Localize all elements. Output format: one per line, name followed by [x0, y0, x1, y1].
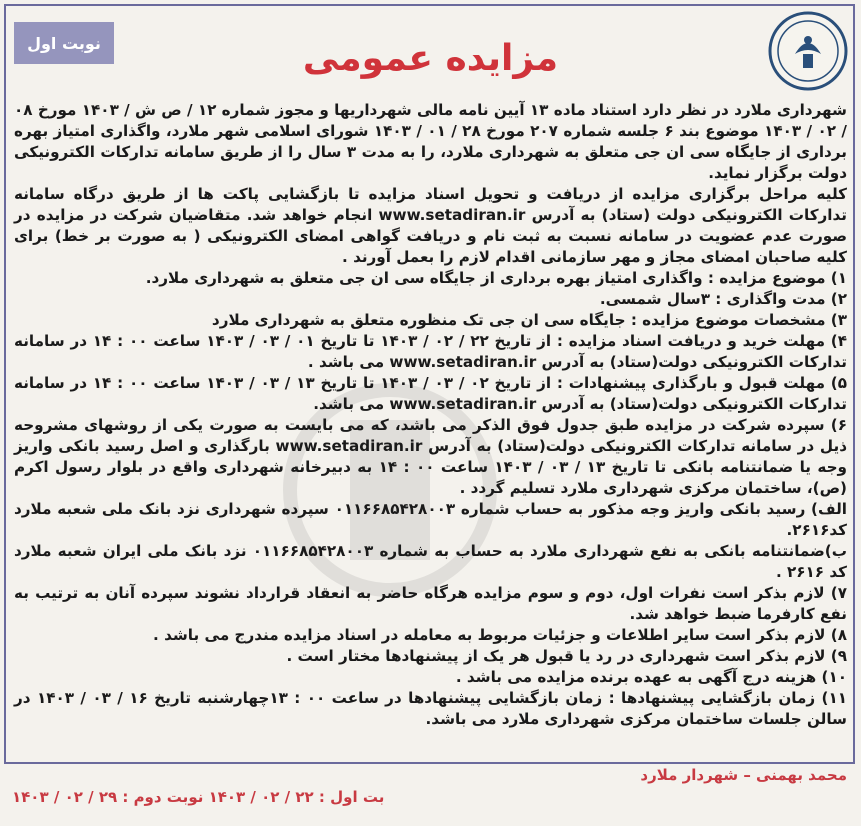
- list-item: ۳) مشخصات موضوع مزایده : جایگاه سی ان جی تک منظوره متعلق به شهرداری ملارد: [211, 311, 847, 329]
- list-item: ۶) سپرده شرکت در مزایده طبق جدول فوق الذکر می باشد، که می بایست به صورت یکی از روشهای مشروحه ذیل در سامانه تدارکات الکترونیکی دولت(ستاد) به آدرس www.setadiran.ir بارگذاری و اصل رسید بانکی واریز وجه یا ضمانتنامه بانکی تا تاریخ ۱۳ / ۰۳ / ۱۴۰۳ ساعت ۰۰ : ۱۴ به دبیرخانه شهرداری واقع در بلوار رسول اکرم (ص)، ساختمان مرکزی شهرداری ملارد تسلیم گردد .: [14, 416, 847, 497]
- notice-body: [14, 100, 847, 730]
- list-item: الف) رسید بانکی واریز وجه مذکور به حساب شماره ۰۱۱۶۶۸۵۴۲۸۰۰۳ سپرده شهرداری نزد بانک ملی شعبه ملارد کد۲۶۱۶.: [14, 500, 847, 539]
- municipality-emblem-icon: [767, 10, 849, 92]
- signature: محمد بهمنی – شهردار ملارد: [640, 766, 847, 784]
- list-item: ۹) لازم بذکر است شهرداری در رد یا قبول هر یک از پیشنهادها مختار است .: [286, 647, 847, 665]
- publication-dates: [12, 764, 612, 820]
- intro-paragraph: شهرداری ملارد در نظر دارد استناد ماده ۱۳ آیین نامه مالی شهرداریها و مجوز شماره ۱۲ / ص ش / ۱۴۰۳ مورخ ۰۸ / ۰۲ / ۱۴۰۳ موضوع بند ۶ جلسه شماره ۲۰۷ مورخ ۲۸ / ۰۱ / ۱۴۰۳ شورای اسلامی شهر ملارد، واگذاری امتیاز بهره برداری از جایگاه سی ان جی متعلق به شهرداری ملارد، را به مدت ۳ سال را از طریق سامانه تدارکات الکترونیکی دولت برگزار نماید.: [14, 101, 847, 182]
- round-badge: نوبت اول: [14, 22, 114, 64]
- list-item: ۲) مدت واگذاری : ۳سال شمسی.: [599, 290, 847, 308]
- list-item: ۱۱) زمان بازگشایی پیشنهادها : زمان بازگشایی پیشنهادها در ساعت ۰۰ : ۱۳چهارشنبه تاریخ ۱۶ / ۰۳ / ۱۴۰۳ در سالن جلسات ساختمان مرکزی شهرداری ملارد می باشد.: [14, 689, 848, 728]
- list-item: ب)ضمانتنامه بانکی به نفع شهرداری ملارد به حساب به شماره ۰۱۱۶۶۸۵۴۲۸۰۰۳ نزد بانک ملی ایران شعبه ملارد کد ۲۶۱۶ .: [14, 542, 847, 581]
- intro-paragraph-2: کلیه مراحل برگزاری مزایده از دریافت و تحویل اسناد مزایده تا بازگشایی پاکت ها از طریق درگاه سامانه تدارکات الکترونیکی دولت (ستاد) به آدرس www.setadiran.ir انجام خواهد شد. متقاضیان شرکت در مزایده در صورت عدم عضویت در سامانه نسبت به ثبت نام و دریافت گواهی امضای الکترونیکی ( به صورت بر خط) برای کلیه صاحبان امضای مجاز و مهر سازمانی اقدام لازم را بعمل آورند .: [14, 185, 847, 266]
- list-item: ۴) مهلت خرید و دریافت اسناد مزایده : از تاریخ ۲۲ / ۰۲ / ۱۴۰۳ تا تاریخ ۰۱ / ۰۳ / ۱۴۰۳ ساعت ۰۰ : ۱۴ در سامانه تدارکات الکترونیکی دولت(ستاد) به آدرس www.setadiran.ir می باشد .: [14, 332, 848, 371]
- list-item: ۱۰) هزینه درج آگهی به عهده برنده مزایده می باشد .: [455, 668, 847, 686]
- list-item: ۵) مهلت قبول و بارگذاری پیشنهادات : از تاریخ ۰۲ / ۰۳ / ۱۴۰۳ تا تاریخ ۱۳ / ۰۳ / ۱۴۰۳ ساعت ۰۰ : ۱۴ در سامانه تدارکات الکترونیکی دولت(ستاد) به آدرس www.setadiran.ir می باشد.: [14, 374, 848, 413]
- list-item: ۸) لازم بذکر است سایر اطلاعات و جزئیات مربوط به معامله در اسناد مزایده مندرج می باشد .: [153, 626, 847, 644]
- list-item: ۷) لازم بذکر است نفرات اول، دوم و سوم مزایده هرگاه حاضر به انعقاد قرارداد نشوند سپرده آنان به ترتیب به نفع کارفرما ضبط خواهد شد.: [14, 584, 847, 623]
- header: [0, 0, 861, 96]
- page-title: مزایده عمومی: [302, 38, 559, 79]
- publication-dates-line: بت اول : ۲۲ / ۰۲ / ۱۴۰۳ نوبت دوم : ۲۹ / ۰۲ / ۱۴۰۳: [12, 788, 385, 806]
- list-item: ۱) موضوع مزایده : واگذاری امتیاز بهره برداری از جایگاه سی ان جی متعلق به شهرداری ملارد.: [145, 269, 847, 287]
